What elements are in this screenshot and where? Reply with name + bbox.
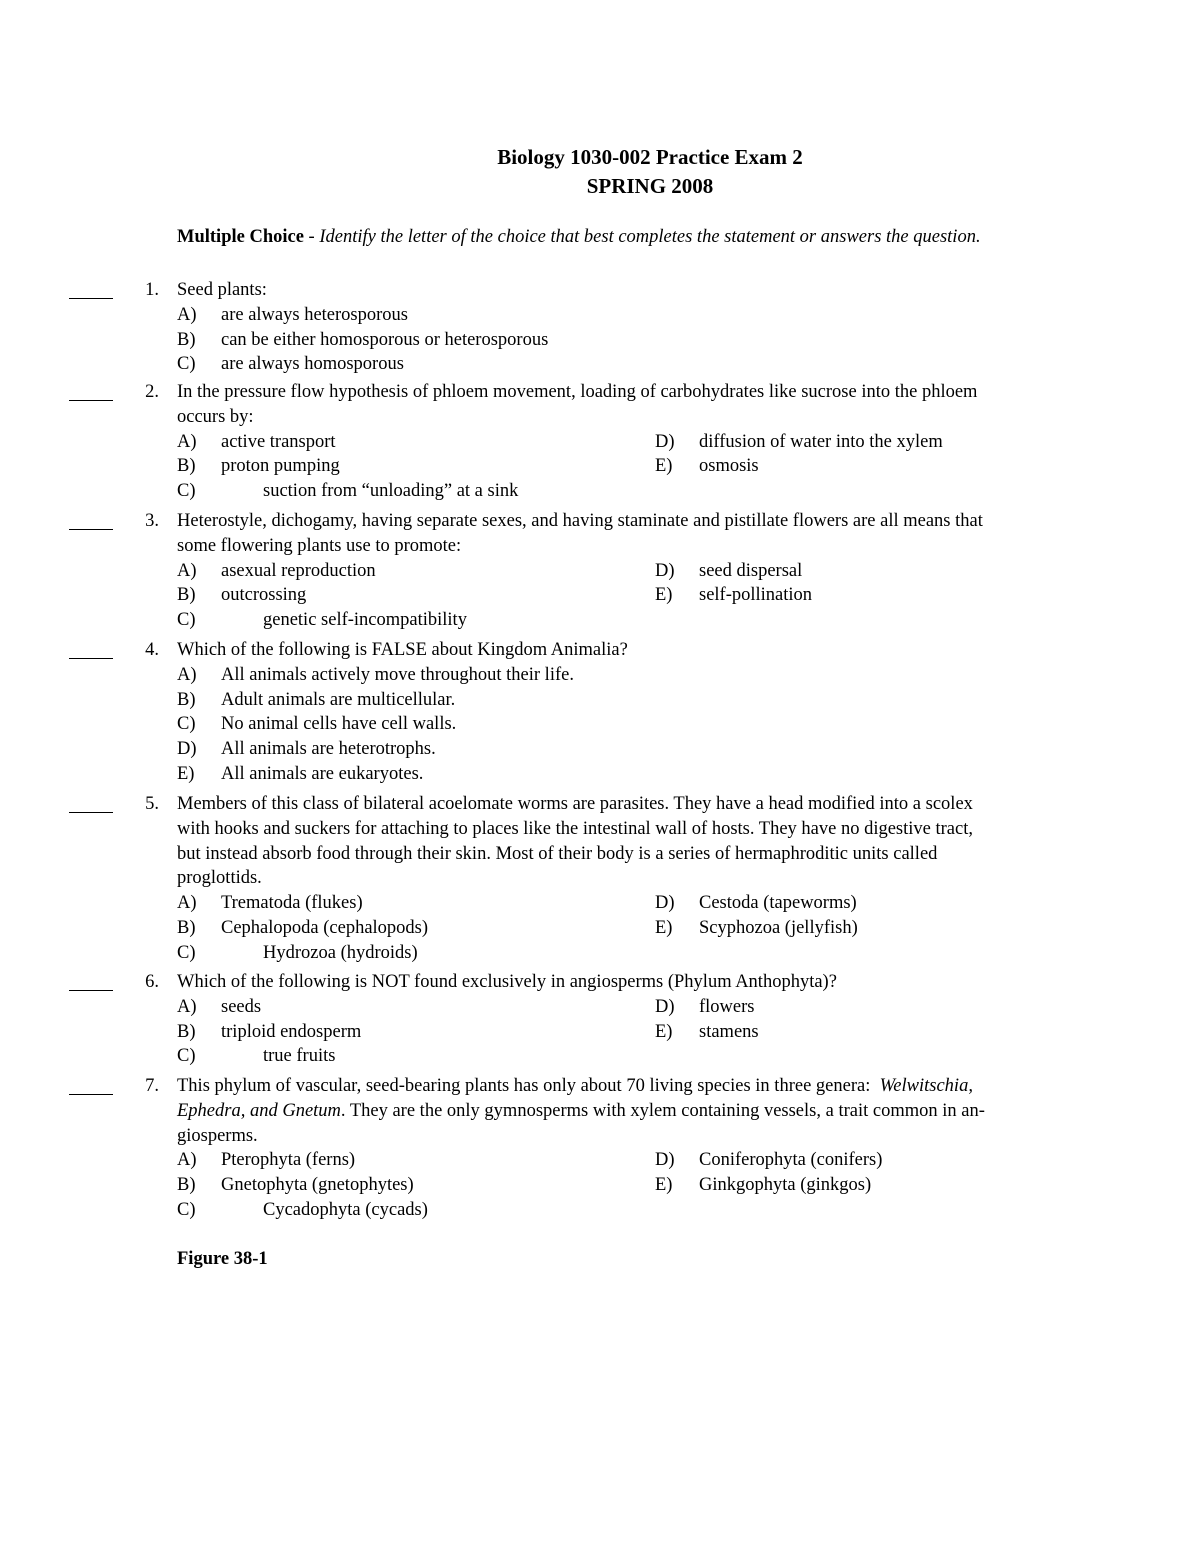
question-number: 6. [145, 972, 159, 992]
answer-blank[interactable] [69, 386, 113, 401]
question-stem-line: Heterostyle, dichogamy, having separate sexes, and having staminate and pistillate flowers are all means that [177, 511, 983, 531]
question-number: 5. [145, 794, 159, 814]
figure-label: Figure 38-1 [177, 1249, 268, 1269]
answer-blank[interactable] [69, 644, 113, 659]
question-stem-line: In the pressure flow hypothesis of phloem movement, loading of carbohydrates like sucrose into the phloem [177, 382, 978, 402]
question-stem: Seed plants: [177, 280, 267, 300]
genus-names: Ephedra, and Gnetum [177, 1100, 341, 1121]
genus-names: Welwitschia, [879, 1076, 973, 1096]
question-stem-line: giosperms. [177, 1125, 258, 1146]
answer-blank[interactable] [69, 976, 113, 991]
exam-term: SPRING 2008 [586, 174, 714, 198]
question-stem-line: with hooks and suckers for attaching to places like the intestinal wall of hosts. They have no digestive tract, [177, 818, 973, 839]
answer-blank[interactable] [69, 515, 113, 530]
question-stem-line: some flowering plants use to promote: [177, 535, 462, 556]
section-separator: - [303, 227, 320, 247]
question-number: 7. [145, 1076, 159, 1096]
answer-blank[interactable] [69, 1080, 113, 1095]
question-number: 4. [145, 640, 159, 660]
question-stem: Which of the following is FALSE about Kingdom Animalia? [177, 640, 628, 660]
question-stem-line: Members of this class of bilateral acoelomate worms are parasites. They have a head modified into a scolex [177, 794, 973, 814]
question-stem-line: but instead absorb food through their skin. Most of their body is a series of hermaphroditic units called [177, 843, 938, 864]
question-stem-line: Ephedra, and Gnetum. They are the only gymnosperms with xylem containing vessels, a trait common in an- [177, 1100, 985, 1121]
question-number: 1. [145, 280, 159, 300]
section-directions: Identify the letter of the choice that best completes the statement or answers the question. [319, 227, 981, 247]
question-number: 2. [145, 382, 159, 402]
question-stem: Which of the following is NOT found exclusively in angiosperms (Phylum Anthophyta)? [177, 972, 837, 992]
exam-page: Biology 1030-002 Practice Exam 2 SPRING 2008 Multiple Choice - Identify the letter of the choice that best completes the statement or answers the question. 1. Seed plants: A) are always heterosporous B) can be either homosporous or heterosporous C) are always homosporous 2. In the pressure flow hypothesis of phloem movement, loading of carbohydrates like sucrose into the phloem occurs by: A) active transport B) proton pumping C) suction from “unloading” at a sink D) diffusion of water into the xylem E) osmosis 3. Heterostyle, dichogamy, having separate sexes, and having staminate and pistillate flowers are all means that some flowering plants use to promote: A) asexual reproduction B) outcrossing C) genetic self-incompatibility D) seed dispersal E) self-pollination 4. Which of the following is FALSE about Kingdom Animalia? A) All animals actively move throughout their life. B) Adult animals are multicellular. C) No animal cells have cell walls. D) All animals are heterotrophs. E) All animals are eukaryotes. 5. Members of this class of bilateral acoelomate worms are parasites. They have a head modified into a scolex with hooks and suckers for attaching to places like the intestinal wall of hosts. They have no digestive tract, but instead absorb food through their skin. Most of their body is a series of hermaphroditic units called proglottids. A) Trematoda (flukes) B) Cephalopoda (cephalopods) C) Hydrozoa (hydroids) D) Cestoda (tapeworms) E) Scyphozoa (jellyfish) 6. Which of the following is NOT found exclusively in angiosperms (Phylum Anthophyta)? A) seeds B) triploid endosperm C) true fruits D) flowers E) stamens 7. This phylum of vascular, seed-bearing plants has only about 70 living species in three genera: Welwitschia, Ephedra, and Gnetum. They are the only gymnosperms with xylem containing vessels, a trait common in an- giosperms. A) Pterophyta (ferns) B) Gnetophyta (gnetophytes) C) Cycadophyta (cycads) D) Coniferophyta (conifers) E) Ginkgophyta (ginkgos) Figure 38-1 [0, 0, 1200, 1553]
answer-blank[interactable] [69, 798, 113, 813]
answer-blank[interactable] [69, 284, 113, 299]
section-instructions [177, 227, 981, 248]
question-stem-line: This phylum of vascular, seed-bearing plants has only about 70 living species in three genera: Welwitschia, [177, 1076, 973, 1096]
question-number: 3. [145, 511, 159, 531]
question-stem-line: proglottids. [177, 868, 262, 889]
exam-title: Biology 1030-002 Practice Exam 2 [497, 145, 803, 169]
question-stem-line: occurs by: [177, 406, 254, 427]
section-label: Multiple Choice [177, 227, 304, 247]
